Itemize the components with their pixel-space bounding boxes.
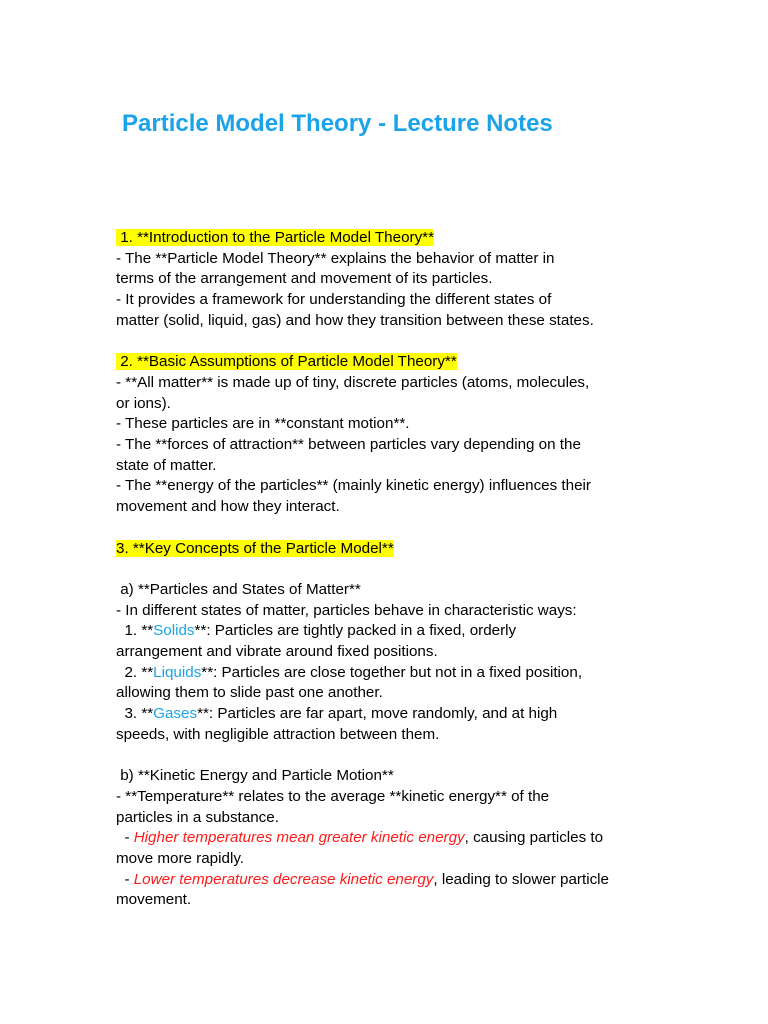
spacer [116,746,676,767]
item-text: **: Particles are far apart, move randomly, and at high [197,705,558,723]
paragraph-line: allowing them to slide past one another. [116,684,383,702]
spacer [116,559,676,580]
paragraph-line: terms of the arrangement and movement of its particles. [116,270,493,288]
paragraph-line: - In different states of matter, particles behave in characteristic ways: [116,601,577,619]
paragraph-line: move more rapidly. [116,850,245,868]
term-liquids: Liquids [153,663,202,681]
paragraph-line: arrangement and vibrate around fixed positions. [116,643,438,661]
paragraph-line: matter (solid, liquid, gas) and how they transition between these states. [116,311,594,329]
state-item-gases [116,704,676,725]
subsection-a-heading: a) **Particles and States of Matter** [116,580,361,598]
emphasis-lower: Lower temperatures decrease kinetic energy [133,870,434,888]
paragraph-line: - The **Particle Model Theory** explains the behavior of matter in [116,249,555,267]
section-3 [116,539,676,560]
paragraph-line: - **Temperature** relates to the average **kinetic energy** of the [116,787,550,805]
item-text: **: Particles are tightly packed in a fixed, orderly [194,622,517,640]
point-text: , causing particles to [464,829,604,847]
section-1 [116,228,676,249]
section-2 [116,352,676,373]
point-prefix: - [116,829,134,847]
temperature-point-higher [116,828,676,849]
paragraph-line: - The **energy of the particles** (mainly kinetic energy) influences their [116,477,591,495]
item-prefix: 2. ** [116,663,154,681]
paragraph-line: movement. [116,891,192,909]
section-2-heading: 2. **Basic Assumptions of Particle Model Theory** [116,353,457,371]
spacer [116,332,676,353]
paragraph-line: - These particles are in **constant motion**. [116,415,410,433]
paragraph-line: - **All matter** is made up of tiny, discrete particles (atoms, molecules, [116,373,590,391]
section-3-heading: 3. **Key Concepts of the Particle Model** [116,539,394,557]
section-1-heading: 1. **Introduction to the Particle Model Theory** [116,229,434,246]
temperature-point-lower [116,870,676,891]
term-solids: Solids [153,622,195,640]
point-text: , leading to slower particle [433,870,609,888]
emphasis-higher: Higher temperatures mean greater kinetic energy [133,829,465,847]
paragraph-line: movement and how they interact. [116,498,340,516]
paragraph-line: or ions). [116,394,171,412]
paragraph-line: - It provides a framework for understanding the different states of [116,291,552,309]
document-body [116,228,676,911]
paragraph-line: - The **forces of attraction** between particles vary depending on the [116,436,581,454]
subsection-b-heading: b) **Kinetic Energy and Particle Motion** [116,767,394,785]
item-text: **: Particles are close together but not in a fixed position, [201,663,583,681]
state-item-liquids [116,663,676,684]
item-prefix: 1. ** [116,622,154,640]
state-item-solids [116,621,676,642]
paragraph-line: speeds, with negligible attraction between them. [116,725,440,743]
term-gases: Gases [153,705,198,723]
paragraph-line: particles in a substance. [116,808,279,826]
paragraph-line: state of matter. [116,456,217,474]
spacer [116,518,676,539]
item-prefix: 3. ** [116,705,154,723]
document-title: Particle Model Theory - Lecture Notes [122,110,553,137]
point-prefix: - [116,870,134,888]
